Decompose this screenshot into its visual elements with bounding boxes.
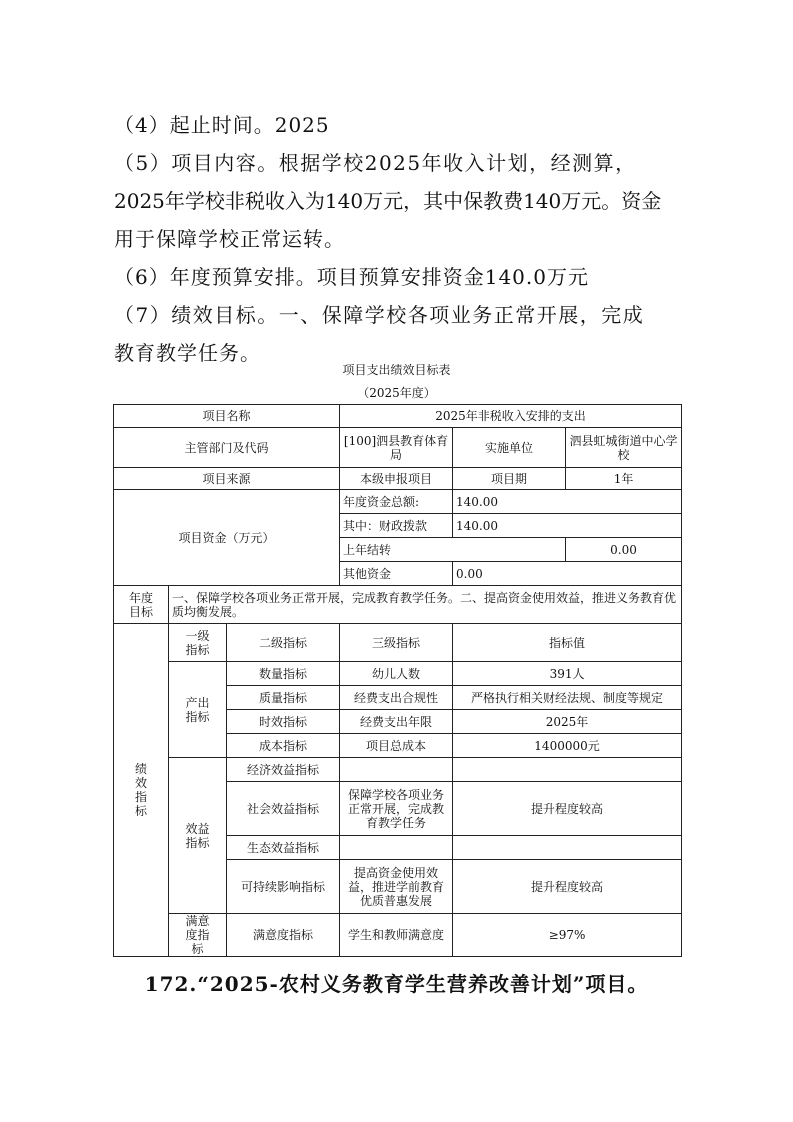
- indicator-level3: [340, 758, 453, 782]
- satisfaction-indicators-label: 满意度指标: [169, 914, 227, 957]
- indicator-level3: 经费支出合规性: [340, 686, 453, 710]
- indicator-value: 2025年: [453, 710, 682, 734]
- indicator-level3: 提高资金使用效益，推进学前教育优质普惠发展: [340, 860, 453, 914]
- indicator-level2: 质量指标: [227, 686, 340, 710]
- source-value: 本级申报项目: [340, 468, 453, 490]
- paragraph-budget: （6）年度预算安排。项目预算安排资金140.0万元: [114, 265, 589, 289]
- paragraph-start-end-time: （4）起止时间。2025: [114, 113, 330, 137]
- indicator-level2: 满意度指标: [227, 914, 340, 957]
- paragraph-performance-goal: （7）绩效目标。一、保障学校各项业务正常开展，完成: [114, 303, 645, 327]
- performance-indicators-label: 绩效指标: [114, 624, 169, 957]
- header-level2: 二级指标: [227, 624, 340, 662]
- paragraph-performance-goal-2: 教育教学任务。: [114, 341, 261, 365]
- output-indicators-label: 产出指标: [169, 662, 227, 758]
- indicator-value: [453, 758, 682, 782]
- total-value: 140.00: [453, 490, 682, 514]
- indicator-level2: 生态效益指标: [227, 836, 340, 860]
- header-level1: 一级指标: [169, 624, 227, 662]
- period-value: 1年: [566, 468, 682, 490]
- indicator-level3: 幼儿人数: [340, 662, 453, 686]
- header-value: 指标值: [453, 624, 682, 662]
- indicator-level2: 成本指标: [227, 734, 340, 758]
- indicator-value: ≥97%: [453, 914, 682, 957]
- performance-target-table: [113, 404, 682, 957]
- indicator-level2: 数量指标: [227, 662, 340, 686]
- indicator-value: 391人: [453, 662, 682, 686]
- annual-goal-text: 一、保障学校各项业务正常开展，完成教育教学任务。二、提高资金使用效益，推进义务教育优质均衡发展。: [169, 586, 682, 624]
- other-value: 0.00: [453, 562, 682, 586]
- project-name-value: 2025年非税收入安排的支出: [340, 405, 682, 428]
- indicator-level3: 项目总成本: [340, 734, 453, 758]
- effect-indicators-label: 效益指标: [169, 758, 227, 914]
- fiscal-label: 其中：财政拨款: [340, 514, 453, 538]
- indicator-level2: 时效指标: [227, 710, 340, 734]
- indicator-level3: 保障学校各项业务正常开展，完成教育教学任务: [340, 782, 453, 836]
- indicator-level2: 经济效益指标: [227, 758, 340, 782]
- annual-goal-label: 年度目标: [114, 586, 169, 624]
- paragraph-project-content-2: 2025年学校非税收入为140万元，其中保教费140万元。资金: [114, 189, 662, 213]
- dept-value: [100]泗县教育体育局: [340, 428, 453, 468]
- header-level3: 三级指标: [340, 624, 453, 662]
- indicator-value: [453, 836, 682, 860]
- other-label: 其他资金: [340, 562, 453, 586]
- table-title: 项目支出绩效目标表: [342, 363, 451, 377]
- period-label: 项目期: [453, 468, 566, 490]
- project-name-label: 项目名称: [114, 405, 340, 428]
- indicator-value: 1400000元: [453, 734, 682, 758]
- carry-value: 0.00: [566, 538, 682, 562]
- next-project-heading: 172.“2025-农村义务教育学生营养改善计划”项目。: [144, 972, 649, 996]
- indicator-value: 提升程度较高: [453, 782, 682, 836]
- indicator-level2: 可持续影响指标: [227, 860, 340, 914]
- indicator-level3: 经费支出年限: [340, 710, 453, 734]
- paragraph-project-content-3: 用于保障学校正常运转。: [114, 227, 345, 251]
- funds-label: 项目资金（万元）: [114, 490, 340, 586]
- impl-value: 泗县虹城街道中心学校: [566, 428, 682, 468]
- total-label: 年度资金总额:: [340, 490, 453, 514]
- indicator-level2: 社会效益指标: [227, 782, 340, 836]
- indicator-level3: [340, 836, 453, 860]
- impl-label: 实施单位: [453, 428, 566, 468]
- fiscal-value: 140.00: [453, 514, 682, 538]
- indicator-value: 严格执行相关财经法规、制度等规定: [453, 686, 682, 710]
- table-year: （2025年度）: [357, 386, 436, 400]
- carry-label: 上年结转: [340, 538, 566, 562]
- paragraph-project-content: （5）项目内容。根据学校2025年收入计划，经测算，: [114, 151, 637, 175]
- indicator-value: 提升程度较高: [453, 860, 682, 914]
- dept-label: 主管部门及代码: [114, 428, 340, 468]
- indicator-level3: 学生和教师满意度: [340, 914, 453, 957]
- source-label: 项目来源: [114, 468, 340, 490]
